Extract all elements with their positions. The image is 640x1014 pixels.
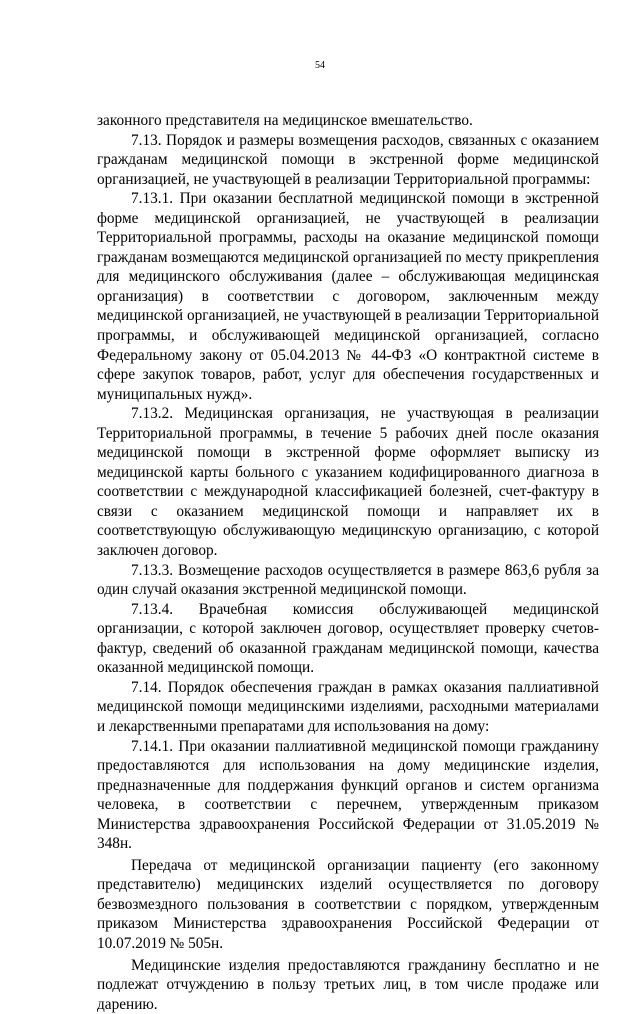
paragraph-free-provision: Медицинские изделия предоставляются гражданину бесплатно и не подлежат отчуждению в пользу третьих лиц, в том числе продаже или дарению. — [97, 956, 599, 1013]
paragraph-7-13: 7.13. Порядок и размеры возмещения расходов, связанных с оказанием гражданам медицинской помощи в экстренной форме медицинской организацией, не участвующей в реализации Территориальной программы: — [97, 131, 599, 188]
paragraph-7-13-1: 7.13.1. При оказании бесплатной медицинской помощи в экстренной форме медицинской организацией, не участвующей в реализации Территориальной программы, расходы на оказание медицинской помощи гражданам возмещаются медицинской организацией по месту прикрепления для медицинского обслуживания (далее – обслуживающая медицинская организация) в соответствии с договором, заключенным между медицинской организацией, не участвующей в реализации Территориальной программы, и обслуживающей медицинской организацией, согласно Федеральному закону от 05.04.2013 № 44-ФЗ «О контрактной системе в сфере закупок товаров, работ, услуг для обеспечения государственных и муниципальных нужд». — [97, 190, 599, 403]
paragraph-7-13-2: 7.13.2. Медицинская организация, не участвующая в реализации Территориальной программы, в течение 5 рабочих дней после оказания медицинской помощи в экстренной форме оформляет выписку из медицинской карты больного с указанием кодифицированного диагноза в соответствии с международной классификацией болезней, счет-фактуру в связи с оказанием медицинской помощи и направляет их в соответствующую обслуживающую медицинскую организацию, с которой заключен договор. — [97, 405, 599, 560]
paragraph-7-14: 7.14. Порядок обеспечения граждан в рамках оказания паллиативной медицинской помощи медицинскими изделиями, расходными материалами и лекарственными препаратами для использования на дому: — [97, 678, 599, 735]
document-body — [97, 111, 599, 1014]
paragraph-7-14-1: 7.14.1. При оказании паллиативной медицинской помощи гражданину предоставляются для использования на дому медицинские изделия, предназначенные для поддержания функций органов и систем организма человека, в соответствии с перечнем, утвержденным приказом Министерства здравоохранения Российской Федерации от 31.05.2019 № 348н. — [97, 737, 599, 853]
paragraph-7-13-3: 7.13.3. Возмещение расходов осуществляется в размере 863,6 рубля за один случай оказания экстренной медицинской помощи. — [97, 561, 599, 599]
paragraph-7-13-4: 7.13.4. Врачебная комиссия обслуживающей медицинской организации, с которой заключен договор, осуществляет проверку счетов-фактур, сведений об оказанной гражданам медицинской помощи, качества оказанной медицинской помощи. — [97, 600, 599, 677]
paragraph-continuation: законного представителя на медицинское вмешательство. — [97, 112, 473, 129]
paragraph-transfer: Передача от медицинской организации пациенту (его законному представителю) медицинских изделий осуществляется по договору безвозмездного пользования в соответствии с порядком, утвержденным приказом Министерства здравоохранения Российской Федерации от 10.07.2019 № 505н. — [97, 856, 599, 952]
page-number: 54 — [315, 60, 325, 71]
